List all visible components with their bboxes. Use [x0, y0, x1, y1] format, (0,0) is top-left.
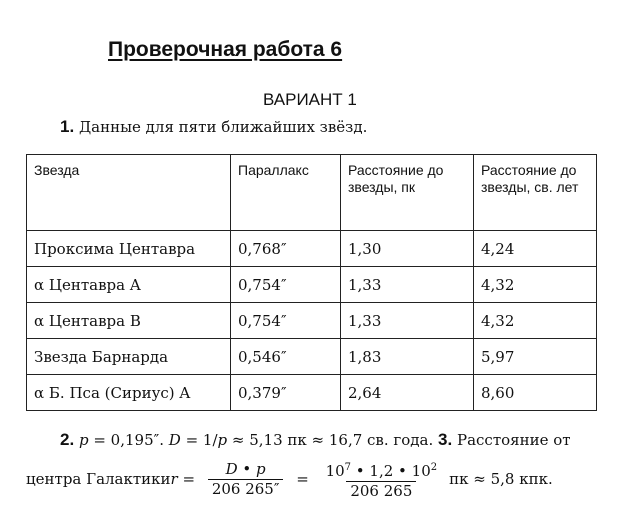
var-p-2: p	[217, 431, 228, 449]
task-2-line	[60, 430, 571, 450]
table-row	[27, 267, 597, 303]
cell-star: Звезда Барнарда	[27, 339, 231, 375]
variant-heading: ВАРИАНТ 1	[263, 90, 357, 109]
cell-parallax: 0,379″	[231, 375, 341, 411]
fraction-2	[322, 458, 442, 501]
cell-distance-pc: 1,30	[341, 231, 474, 267]
cell-distance-pc: 1,83	[341, 339, 474, 375]
num-exp-2: 2	[430, 461, 438, 473]
num-exp-1: 7	[344, 461, 352, 473]
cell-parallax: 0,546″	[231, 339, 341, 375]
var-p: p	[78, 431, 89, 449]
fraction-1-numerator: D • p	[225, 459, 266, 478]
task-1-number: 1.	[60, 117, 75, 136]
num-mid: • 1,2 • 10	[351, 461, 431, 480]
header-distance-ly: Расстояние до звезды, св. лет	[474, 155, 597, 231]
table-row	[27, 231, 597, 267]
task-3-formula	[26, 455, 553, 503]
cell-parallax: 0,754″	[231, 267, 341, 303]
cell-distance-pc: 2,64	[341, 375, 474, 411]
task-1-text: Данные для пяти ближайших звёзд.	[78, 118, 368, 136]
cell-distance-ly: 4,24	[474, 231, 597, 267]
table-header-row	[27, 155, 597, 231]
table-row	[27, 339, 597, 375]
cell-parallax: 0,754″	[231, 303, 341, 339]
p-equals: = 0,195″.	[88, 431, 169, 449]
fraction-1	[208, 460, 284, 499]
task-3-result: пк ≈ 5,8 кпк.	[449, 470, 553, 488]
cell-distance-ly: 4,32	[474, 303, 597, 339]
cell-star: α Центавра B	[27, 303, 231, 339]
task-3-text-start: Расстояние от	[456, 431, 571, 449]
table-row	[27, 303, 597, 339]
d-equals: = 1/	[180, 431, 218, 449]
cell-parallax: 0,768″	[231, 231, 341, 267]
task-3-text-line2: центра Галактики	[26, 470, 171, 488]
header-parallax: Параллакс	[231, 155, 341, 231]
var-d: D	[168, 431, 181, 449]
fraction-2-denominator: 206 265	[346, 481, 416, 501]
task-3-number: 3.	[438, 430, 453, 449]
var-r: r	[170, 470, 178, 488]
header-star: Звезда	[27, 155, 231, 231]
cell-star: α Центавра A	[27, 267, 231, 303]
table-row	[27, 375, 597, 411]
cell-distance-pc: 1,33	[341, 303, 474, 339]
cell-star: Проксима Центавра	[27, 231, 231, 267]
page-title: Проверочная работа 6	[108, 38, 343, 61]
task-1	[60, 117, 367, 137]
cell-distance-ly: 8,60	[474, 375, 597, 411]
equals-2: =	[291, 470, 314, 488]
cell-distance-ly: 4,32	[474, 267, 597, 303]
equals-1: =	[177, 470, 200, 488]
cell-distance-pc: 1,33	[341, 267, 474, 303]
fraction-1-denominator: 206 265″	[208, 479, 284, 499]
stars-table	[26, 154, 597, 411]
header-distance-pc: Расстояние до звезды, пк	[341, 155, 474, 231]
d-result: ≈ 5,13 пк ≈ 16,7 св. года.	[227, 431, 439, 449]
cell-distance-ly: 5,97	[474, 339, 597, 375]
num-base: 10	[325, 461, 345, 480]
fraction-2-numerator	[322, 458, 442, 481]
task-2-number: 2.	[60, 430, 75, 449]
cell-star: α Б. Пса (Сириус) A	[27, 375, 231, 411]
